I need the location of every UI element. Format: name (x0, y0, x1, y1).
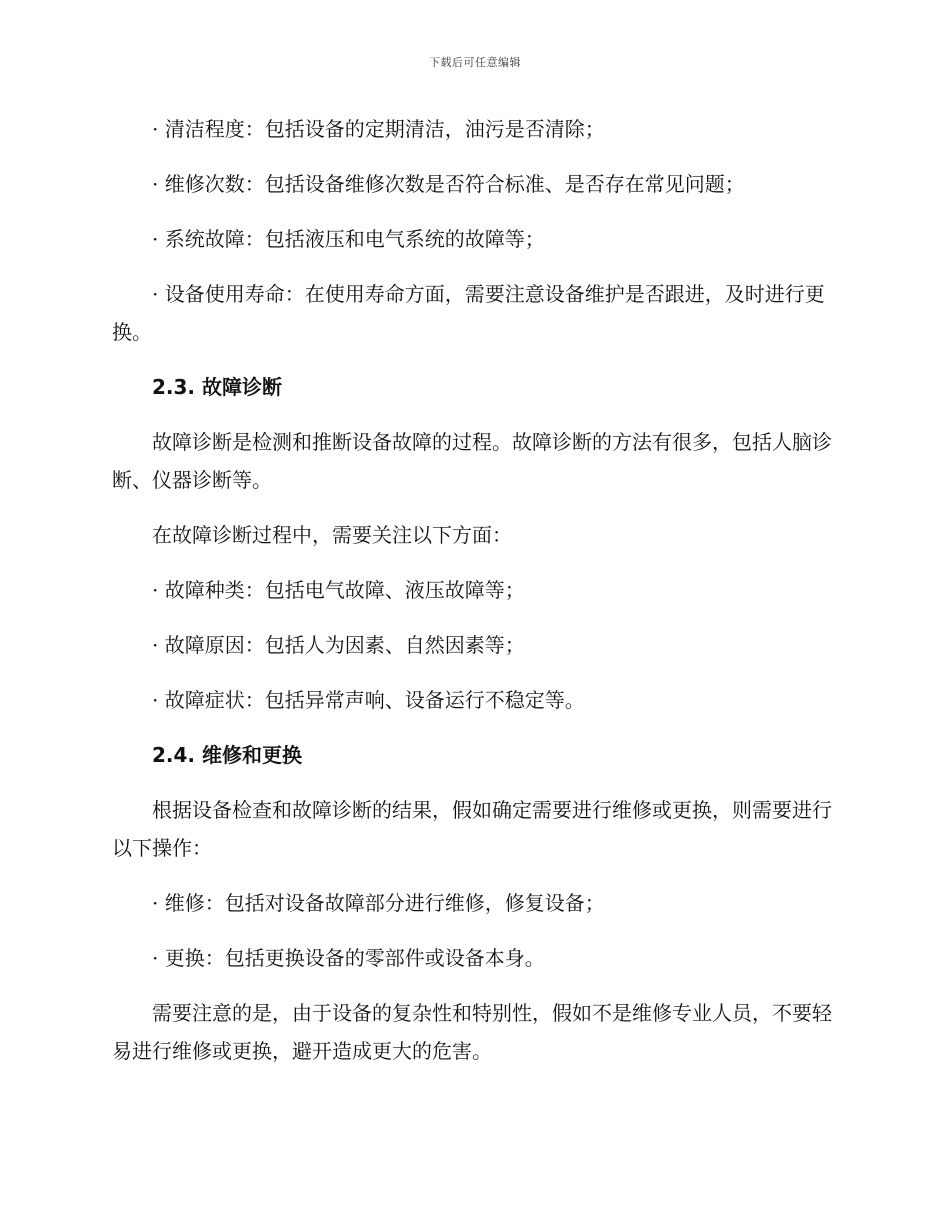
bullet-service-life: · 设备使用寿命：在使用寿命方面，需要注意设备维护是否跟进，及时进行更换。 (112, 282, 825, 344)
section-heading-fault-diagnosis: 2.3. 故障诊断 (152, 375, 282, 399)
bullet-repair-count: · 维修次数：包括设备维修次数是否符合标准、是否存在常见问题； (152, 172, 745, 196)
paragraph-fault-diagnosis-lead: 在故障诊断过程中，需要关注以下方面： (152, 523, 512, 547)
bullet-repair: · 维修：包括对设备故障部分进行维修，修复设备； (152, 891, 605, 915)
section-heading-repair-replace: 2.4. 维修和更换 (152, 743, 302, 767)
bullet-replace: · 更换：包括更换设备的零部件或设备本身。 (152, 946, 545, 970)
bullet-cleanliness: · 清洁程度：包括设备的定期清洁，油污是否清除； (152, 117, 605, 141)
bullet-fault-cause: · 故障原因：包括人为因素、自然因素等； (152, 633, 525, 657)
paragraph-fault-diagnosis-intro: 故障诊断是检测和推断设备故障的过程。故障诊断的方法有很多，包括人脑诊断、仪器诊断等。 (112, 430, 832, 492)
bullet-fault-type: · 故障种类：包括电气故障、液压故障等； (152, 578, 525, 602)
document-body (112, 110, 832, 1087)
bullet-system-fault: · 系统故障：包括液压和电气系统的故障等； (152, 227, 545, 251)
bullet-fault-symptom: · 故障症状：包括异常声响、设备运行不稳定等。 (152, 688, 585, 712)
page-header: 下载后可任意编辑 (429, 56, 521, 69)
paragraph-repair-note: 需要注意的是，由于设备的复杂性和特别性，假如不是维修专业人员，不要轻易进行维修或更换，避开造成更大的危害。 (112, 1001, 832, 1063)
paragraph-repair-intro: 根据设备检查和故障诊断的结果，假如确定需要进行维修或更换，则需要进行以下操作： (112, 798, 832, 860)
